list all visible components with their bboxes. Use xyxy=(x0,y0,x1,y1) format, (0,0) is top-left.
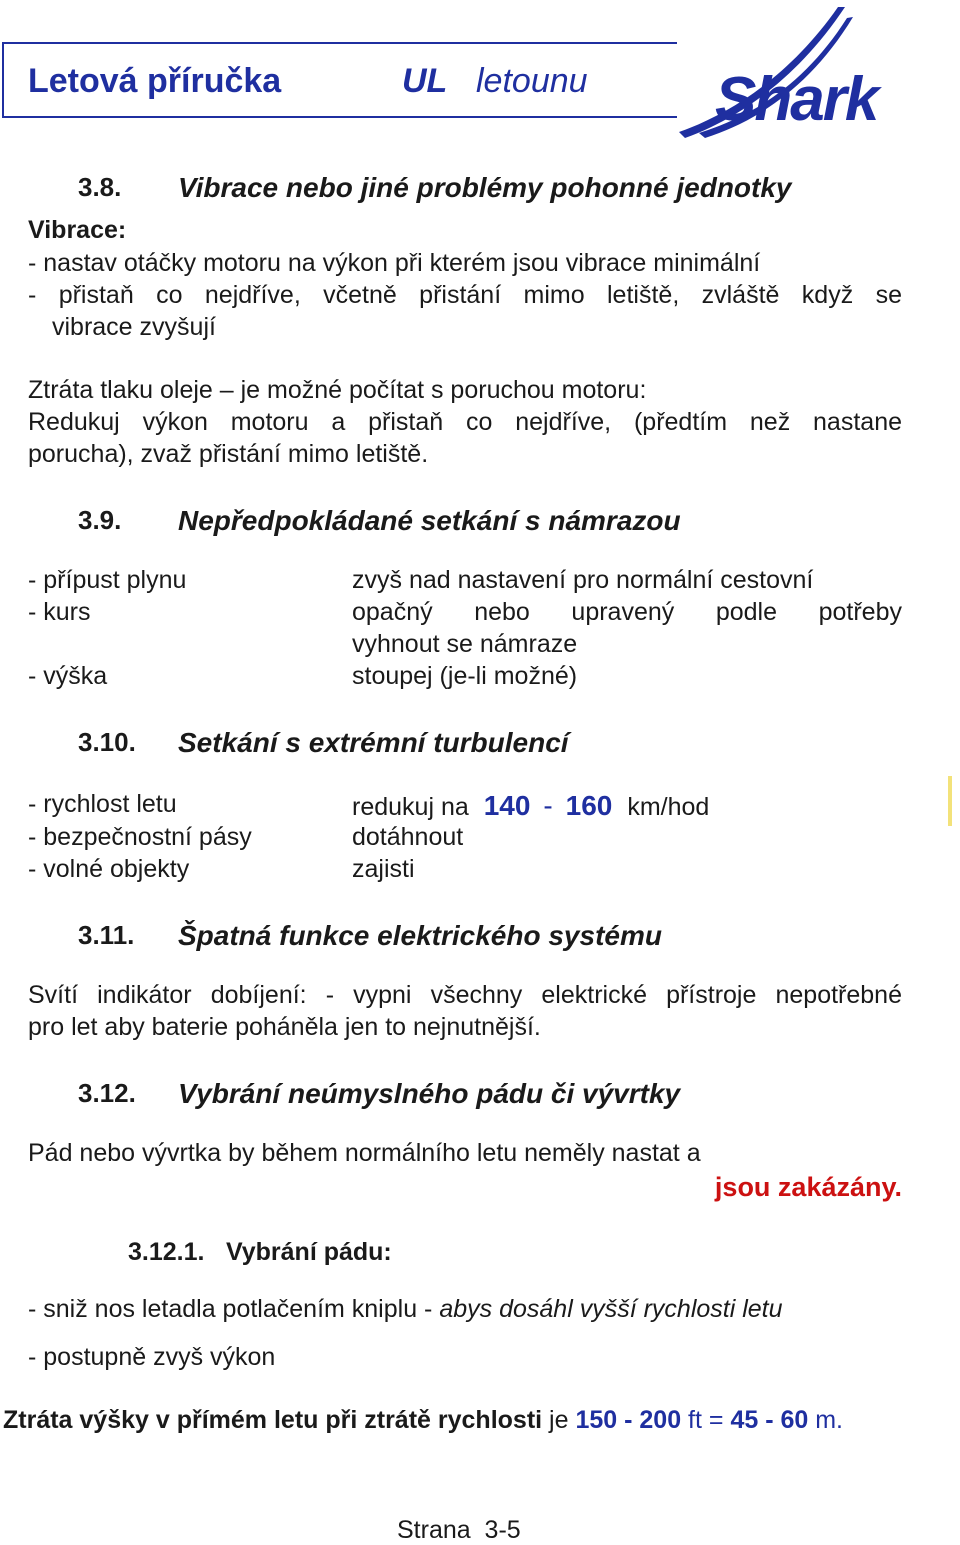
procedure-value: dotáhnout xyxy=(352,823,464,851)
shark-logo-text: Shark xyxy=(715,65,878,134)
altitude-loss-statement xyxy=(3,1406,843,1435)
procedure-label: - bezpečnostní pásy xyxy=(28,823,252,851)
shark-logo xyxy=(675,2,960,142)
section-number: 3.10. xyxy=(78,727,136,757)
list-item: - nastav otáčky motoru na výkon při kterém jsou vibrace minimální xyxy=(28,249,761,277)
procedure-value xyxy=(352,790,709,822)
procedure-step: - postupně zvyš výkon xyxy=(28,1343,276,1371)
loss-ft-value: 150 - 200 xyxy=(575,1406,682,1434)
section-number: 3.8. xyxy=(78,172,122,202)
section-title: Setkání s extrémní turbulencí xyxy=(178,727,569,758)
paragraph-line: pro let aby baterie poháněla jen to nejnutnější. xyxy=(28,1013,541,1041)
section-number: 3.9. xyxy=(78,505,122,535)
procedure-value: zajisti xyxy=(352,855,415,883)
speed-dash: - xyxy=(543,790,553,821)
list-item-continuation: vibrace zvyšují xyxy=(52,313,216,341)
loss-ft-unit: ft = xyxy=(681,1406,731,1434)
section-title: Špatná funkce elektrického systému xyxy=(178,920,662,951)
forbidden-warning: jsou zakázány. xyxy=(714,1172,902,1202)
loss-m-unit: m. xyxy=(808,1406,843,1434)
section-title: Vibrace nebo jiné problémy pohonné jednotky xyxy=(178,172,792,203)
procedure-label: - přípust plynu xyxy=(28,566,187,594)
procedure-label: - výška xyxy=(28,662,108,690)
section-number: 3.11. xyxy=(78,920,135,950)
vibrace-label: Vibrace: xyxy=(28,216,127,244)
paragraph-line: porucha), zvaž přistání mimo letiště. xyxy=(28,440,429,468)
paragraph-line: Redukuj výkon motoru a přistaň co nejdříve, (předtím než nastane xyxy=(28,408,902,436)
section-title: Vybrání neúmyslného pádu či vývrtky xyxy=(178,1078,681,1109)
loss-label: Ztráta výšky v přímém letu při ztrátě rychlosti xyxy=(3,1406,543,1434)
section-title: Nepředpokládané setkání s námrazou xyxy=(178,505,681,536)
speed-to: 160 xyxy=(565,790,613,821)
procedure-step xyxy=(28,1295,783,1324)
procedure-value: opačný nebo upravený podle potřeby xyxy=(352,598,902,626)
list-item: - přistaň co nejdříve, včetně přistání mimo letiště, zvláště když se xyxy=(28,281,902,309)
subsection-title: Vybrání pádu: xyxy=(226,1238,392,1266)
paragraph-line: Svítí indikátor dobíjení: - vypni všechny elektrické přístroje nepotřebné xyxy=(28,981,902,1009)
procedure-label: - rychlost letu xyxy=(28,790,177,818)
procedure-label: - kurs xyxy=(28,598,91,626)
step-note: abys dosáhl vyšší rychlosti letu xyxy=(439,1295,783,1323)
procedure-value: vyhnout se námraze xyxy=(352,630,578,658)
step-text: - sniž nos letadla potlačením kniplu - xyxy=(28,1295,440,1323)
manual-letounu: letounu xyxy=(476,62,588,100)
section-number: 3.12. xyxy=(78,1078,136,1108)
loss-je: je xyxy=(542,1406,576,1434)
paragraph-line: Pád nebo vývrtka by během normálního letu neměly nastat a xyxy=(28,1139,701,1167)
page-number: Strana 3-5 xyxy=(397,1516,521,1544)
manual-title: Letová příručka xyxy=(28,62,282,100)
procedure-label: - volné objekty xyxy=(28,855,190,883)
margin-marker xyxy=(948,776,952,826)
speed-unit: km/hod xyxy=(627,793,710,821)
procedure-value: stoupej (je-li možné) xyxy=(352,662,578,690)
loss-m-value: 45 - 60 xyxy=(730,1406,809,1434)
paragraph-line: Ztráta tlaku oleje – je možné počítat s poruchou motoru: xyxy=(28,376,647,404)
procedure-value: zvyš nad nastavení pro normální cestovní xyxy=(352,566,814,594)
speed-prefix: redukuj na xyxy=(352,793,469,821)
subsection-number: 3.12.1. xyxy=(128,1238,205,1266)
speed-from: 140 xyxy=(483,790,531,821)
manual-ul: UL xyxy=(402,62,448,100)
